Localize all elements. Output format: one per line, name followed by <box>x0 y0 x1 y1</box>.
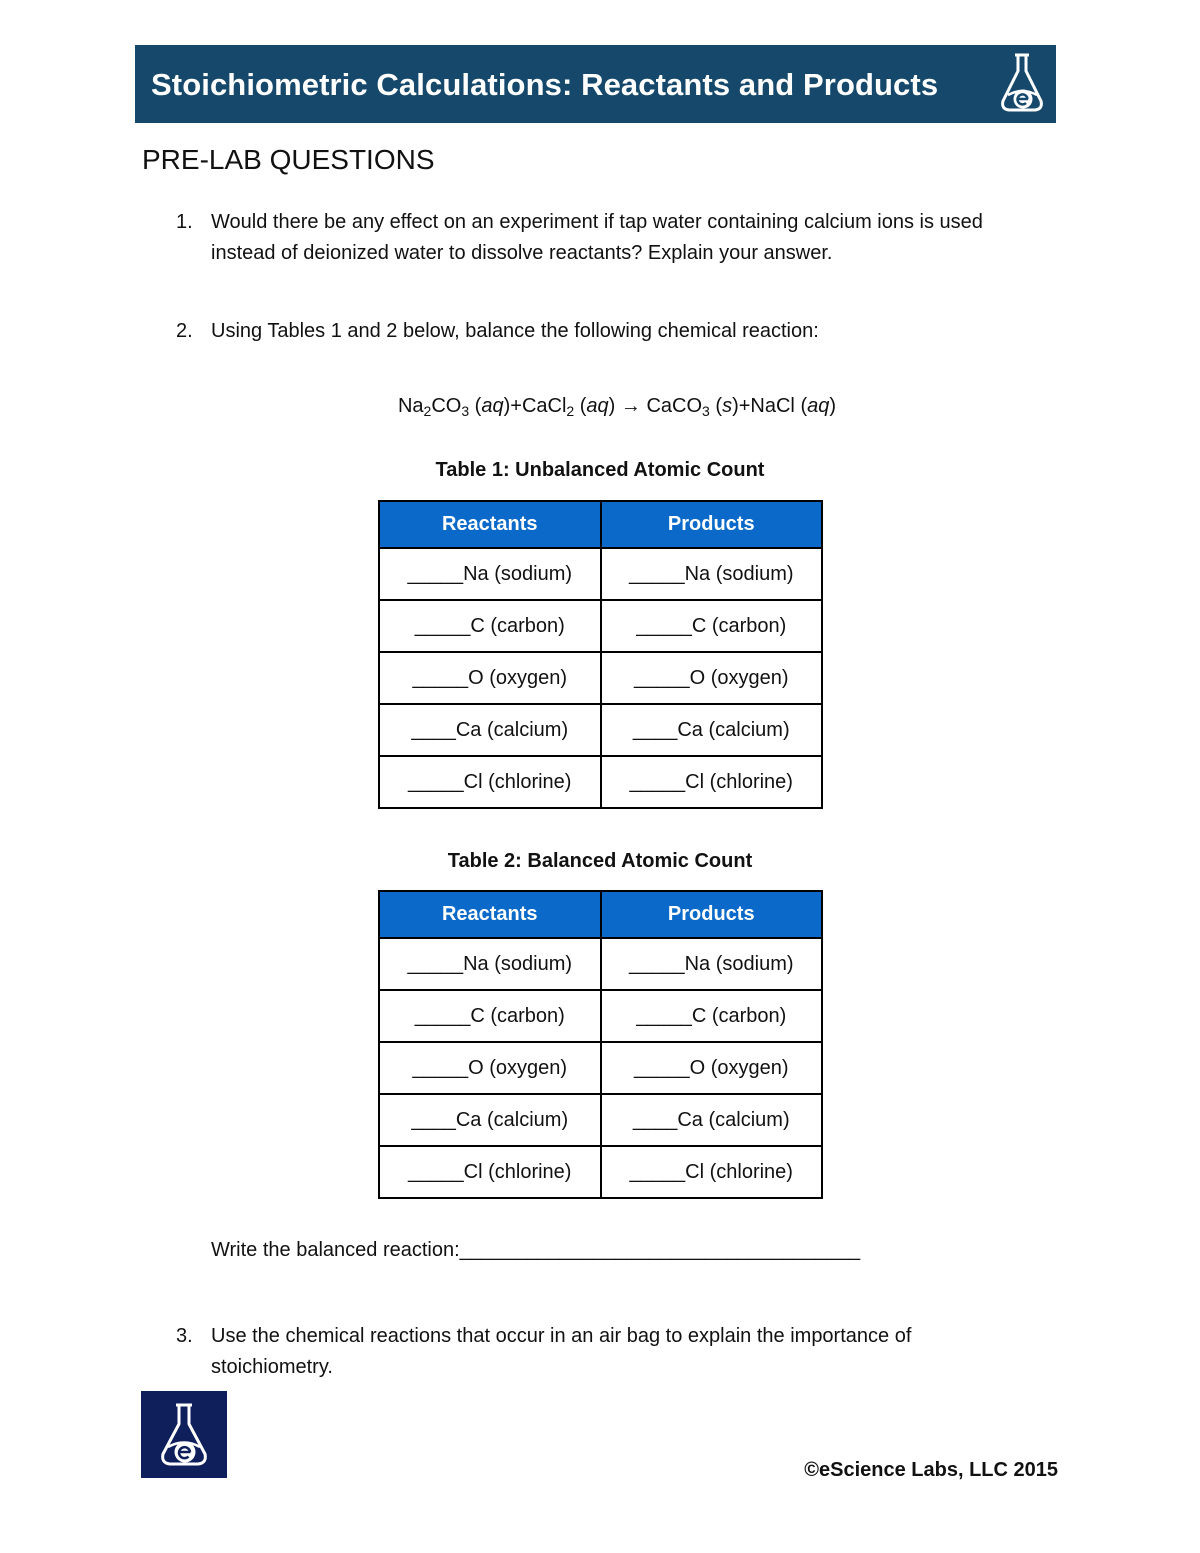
table-1-caption: Table 1: Unbalanced Atomic Count <box>435 459 765 481</box>
table-cell: _____O (oxygen) <box>379 652 601 704</box>
table-row <box>379 600 822 652</box>
table-row <box>379 652 822 704</box>
document-title: Stoichiometric Calculations: Reactants and Products <box>151 67 939 102</box>
table-cell: _____C (carbon) <box>601 990 823 1042</box>
question-number: 2. <box>176 320 193 342</box>
table-cell: _____Na (sodium) <box>601 548 823 600</box>
table-cell: _____C (carbon) <box>379 600 601 652</box>
table-row <box>379 1094 822 1146</box>
balanced-reaction-prompt: Write the balanced reaction:____________________________________ <box>211 1239 861 1261</box>
table-cell: _____Na (sodium) <box>379 938 601 990</box>
column-header-products: Products <box>601 891 823 938</box>
table-cell: _____Cl (chlorine) <box>601 1146 823 1198</box>
table-row <box>379 548 822 600</box>
section-title: PRE-LAB QUESTIONS <box>142 144 435 175</box>
table-cell: _____C (carbon) <box>379 990 601 1042</box>
table-cell: _____O (oxygen) <box>601 652 823 704</box>
question-text <box>211 207 1071 269</box>
table-cell: ____Ca (calcium) <box>379 1094 601 1146</box>
table-row <box>379 1042 822 1094</box>
table-cell: ____Ca (calcium) <box>379 704 601 756</box>
question-text <box>211 316 1071 347</box>
question-number: 3. <box>176 1325 193 1347</box>
table-cell: _____O (oxygen) <box>379 1042 601 1094</box>
table-cell: _____Cl (chlorine) <box>601 756 823 808</box>
table-cell: _____Na (sodium) <box>601 938 823 990</box>
question-line: Use the chemical reactions that occur in an air bag to explain the importance of <box>211 1325 912 1347</box>
table-cell: _____Cl (chlorine) <box>379 1146 601 1198</box>
column-header-reactants: Reactants <box>379 891 601 938</box>
question-line: Would there be any effect on an experiment if tap water containing calcium ions is used <box>211 211 983 233</box>
table-row <box>379 1146 822 1198</box>
table-cell: _____C (carbon) <box>601 600 823 652</box>
table-2-caption: Table 2: Balanced Atomic Count <box>447 850 753 872</box>
header-bar <box>135 45 1056 123</box>
table-header-row <box>379 891 822 938</box>
question-line: Using Tables 1 and 2 below, balance the following chemical reaction: <box>211 320 819 342</box>
column-header-reactants: Reactants <box>379 501 601 548</box>
table-row <box>379 704 822 756</box>
table-cell: ____Ca (calcium) <box>601 1094 823 1146</box>
copyright-notice: ©eScience Labs, LLC 2015 <box>804 1459 1058 1481</box>
column-header-products: Products <box>601 501 823 548</box>
question-text <box>211 1321 1071 1383</box>
table-row <box>379 990 822 1042</box>
footer-logo <box>141 1391 227 1478</box>
table-cell: _____Cl (chlorine) <box>379 756 601 808</box>
table-cell: _____Na (sodium) <box>379 548 601 600</box>
table-cell: ____Ca (calcium) <box>601 704 823 756</box>
table-cell: _____O (oxygen) <box>601 1042 823 1094</box>
table-row <box>379 938 822 990</box>
escience-flask-logo-icon <box>996 51 1048 115</box>
table-header-row <box>379 501 822 548</box>
chemical-equation: $Na_2CO_3$ (aq)+CaCl$_2$ (aq) → CaCO$_3$ (s)+NaCl (aq) <box>397 395 837 419</box>
table-1-unbalanced <box>378 500 823 809</box>
question-line: stoichiometry. <box>211 1356 333 1378</box>
table-row <box>379 756 822 808</box>
question-number: 1. <box>176 211 193 233</box>
table-2-balanced <box>378 890 823 1199</box>
escience-flask-logo-icon <box>141 1391 227 1478</box>
question-line: instead of deionized water to dissolve reactants? Explain your answer. <box>211 242 833 264</box>
